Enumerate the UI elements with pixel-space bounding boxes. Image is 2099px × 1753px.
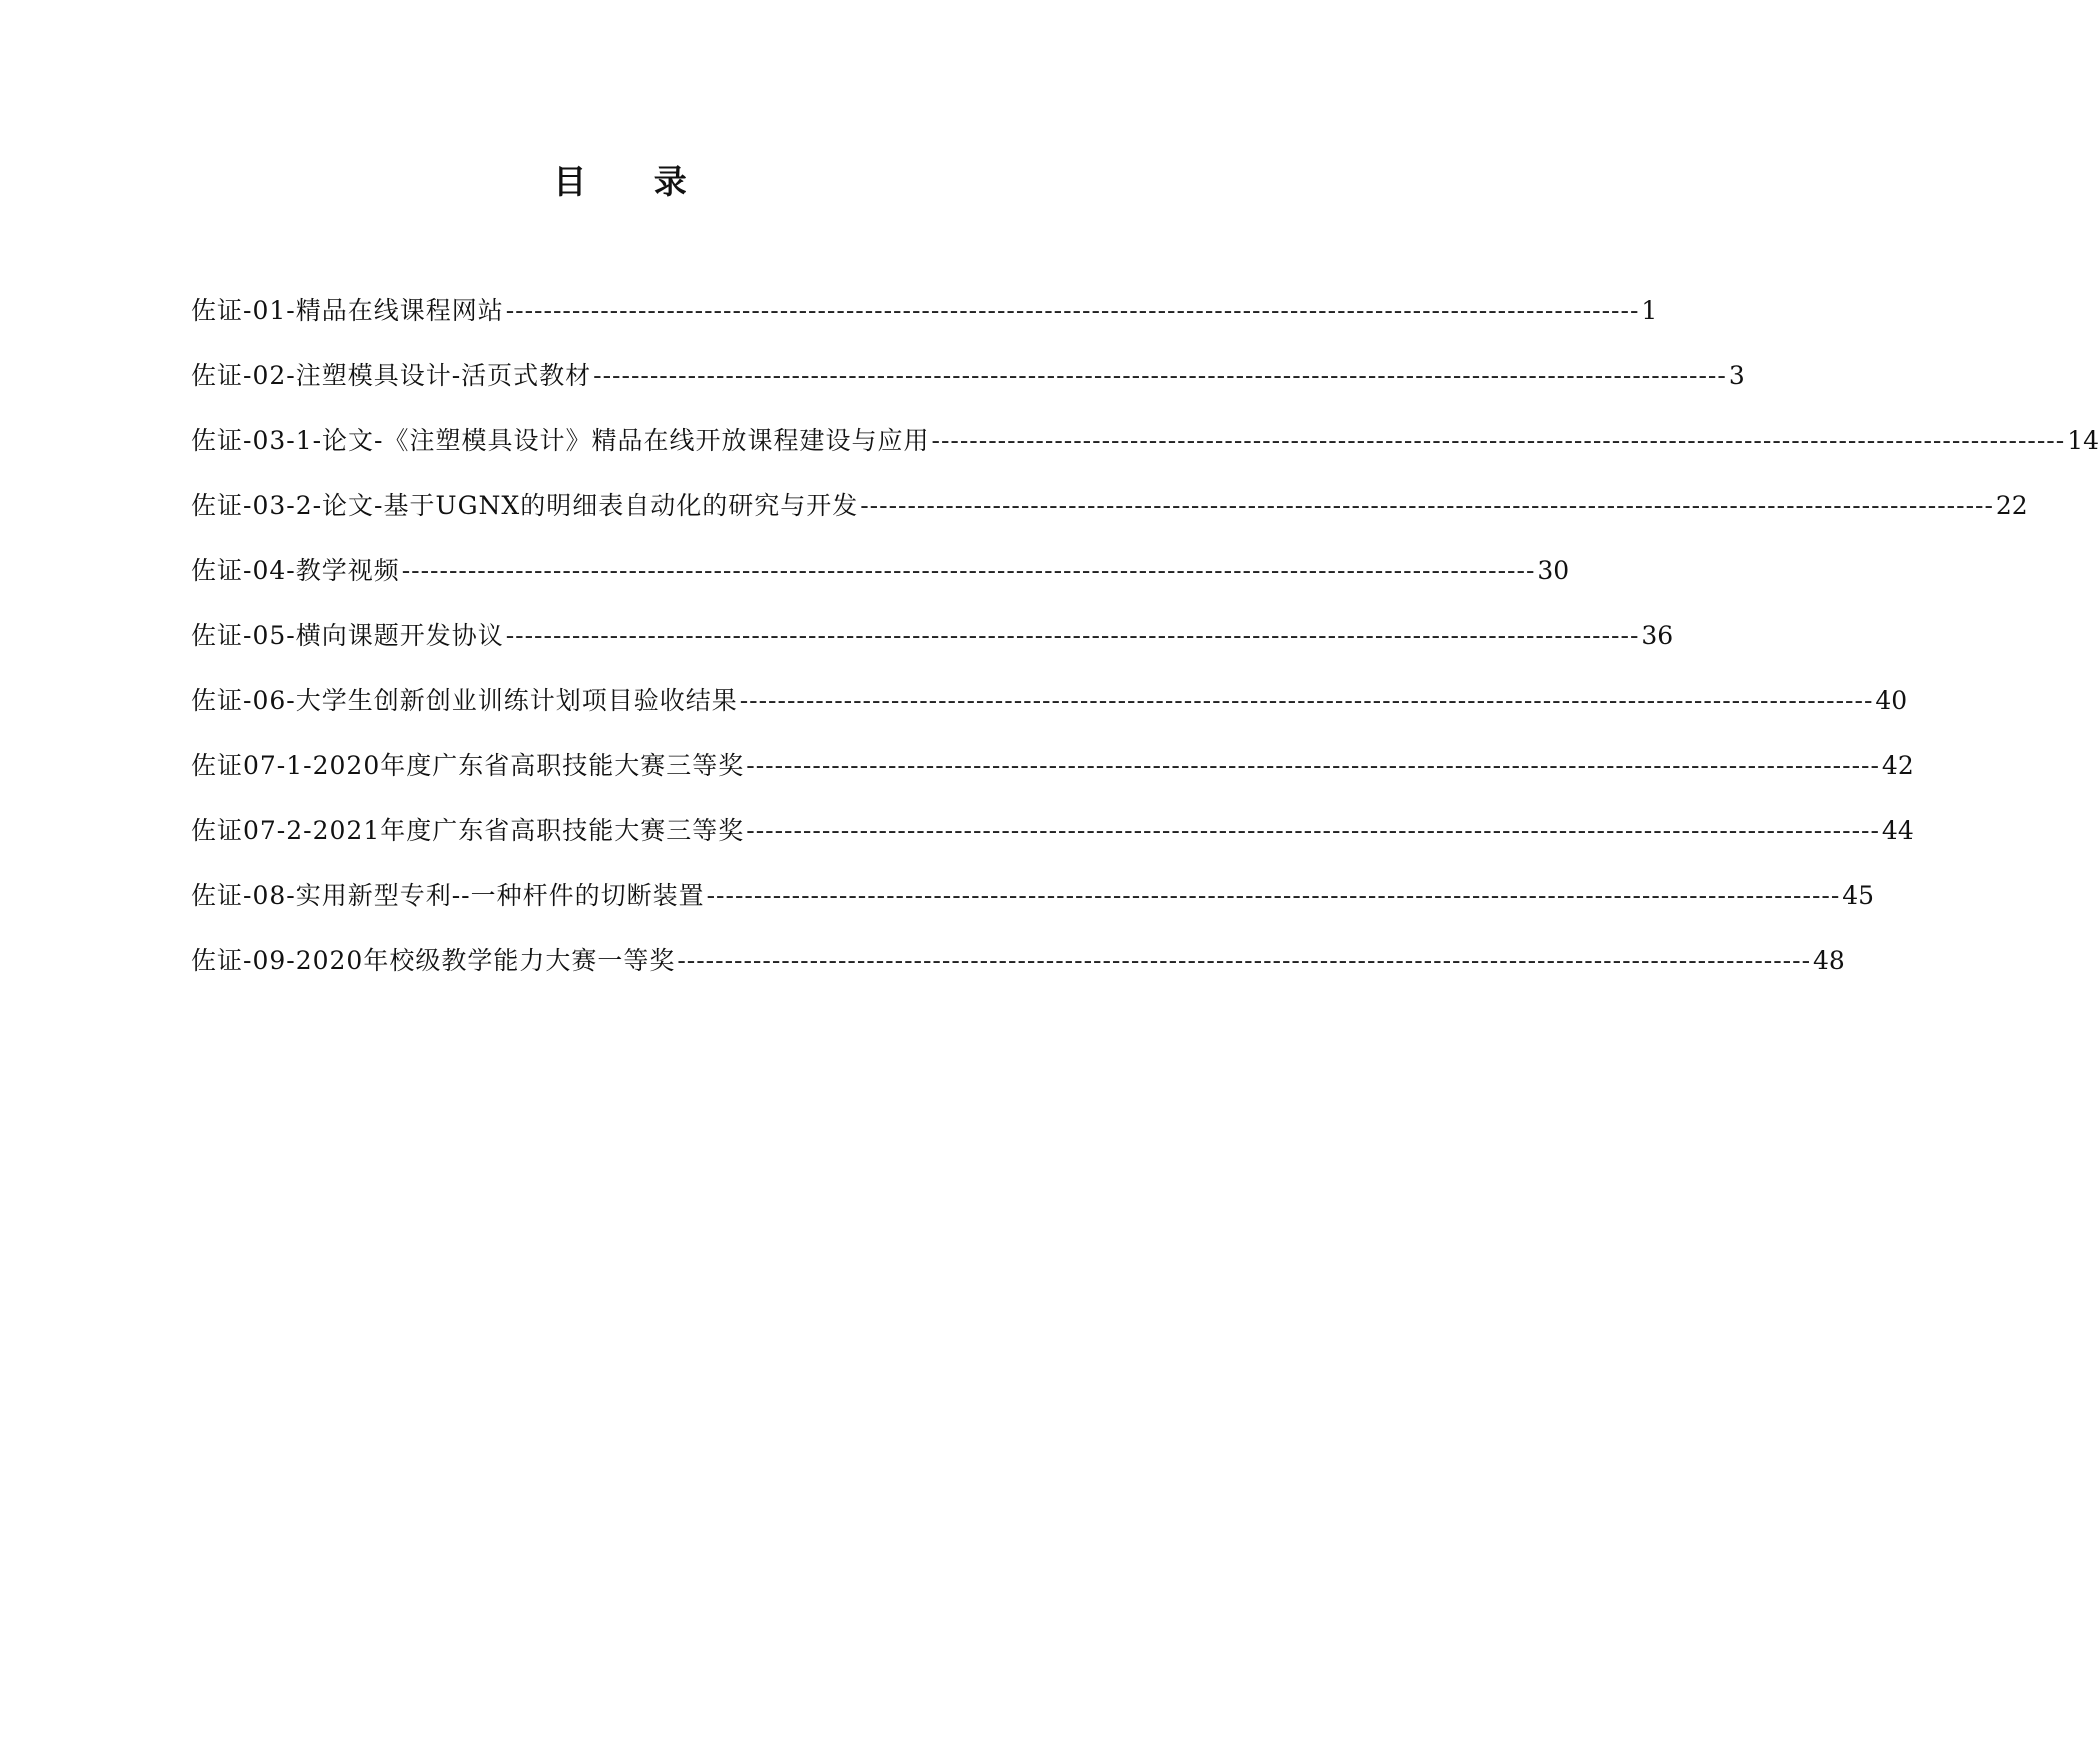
toc-entry[interactable] xyxy=(191,681,1908,746)
page-title: 目 录 xyxy=(553,162,715,201)
toc-entry-label: 佐证07-2-2021年度广东省高职技能大赛三等奖 xyxy=(191,816,745,845)
toc-entry-label: 佐证-05-横向课题开发协议 xyxy=(191,621,504,650)
toc-entry[interactable] xyxy=(191,876,1875,941)
toc-entry[interactable] xyxy=(191,486,2028,551)
toc-entry[interactable] xyxy=(191,616,1674,681)
toc-entry-page: 44 xyxy=(1881,816,1914,845)
toc-dot-leader: ------------------------------------------------------------------------------------------------------------------------ xyxy=(746,751,1880,780)
toc-entry[interactable] xyxy=(191,941,1845,1006)
toc-entry-label: 佐证-09-2020年校级教学能力大赛一等奖 xyxy=(191,946,676,975)
toc-entry-label: 佐证-08-实用新型专利--一种杆件的切断装置 xyxy=(191,881,705,910)
toc-dot-leader: ------------------------------------------------------------------------------------------------------------------------ xyxy=(860,491,1994,520)
toc-entry-page: 36 xyxy=(1641,621,1674,650)
toc-entry[interactable] xyxy=(191,356,1745,421)
toc-dot-leader: ------------------------------------------------------------------------------------------------------------------------ xyxy=(746,816,1880,845)
toc-entry-label: 佐证-03-1-论文-《注塑模具设计》精品在线开放课程建设与应用 xyxy=(191,426,930,455)
toc-dot-leader: ------------------------------------------------------------------------------------------------------------------------ xyxy=(505,621,1640,650)
toc-entry-page: 14 xyxy=(2067,426,2099,455)
toc-entry[interactable] xyxy=(191,421,2099,486)
toc-entry-label: 佐证-06-大学生创新创业训练计划项目验收结果 xyxy=(191,686,738,715)
toc-dot-leader: ------------------------------------------------------------------------------------------------------------------------ xyxy=(401,556,1536,585)
toc-dot-leader: ------------------------------------------------------------------------------------------------------------------------ xyxy=(739,686,1874,715)
toc-entry-label: 佐证-02-注塑模具设计-活页式教材 xyxy=(191,361,592,390)
toc-entry[interactable] xyxy=(191,811,1914,876)
toc-entry[interactable] xyxy=(191,291,1658,356)
toc-dot-leader: ------------------------------------------------------------------------------------------------------------------------ xyxy=(706,881,1841,910)
toc-dot-leader: ------------------------------------------------------------------------------------------------------------------------ xyxy=(505,296,1640,325)
toc-entry[interactable] xyxy=(191,551,1570,616)
toc-entry-label: 佐证-03-2-论文-基于UGNX的明细表自动化的研究与开发 xyxy=(191,491,859,520)
toc-entry-label: 佐证-04-教学视频 xyxy=(191,556,400,585)
toc-entry-label: 佐证-01-精品在线课程网站 xyxy=(191,296,504,325)
toc-entry-page: 48 xyxy=(1813,946,1845,975)
toc-entry-page: 45 xyxy=(1842,881,1875,910)
toc-entry-page: 1 xyxy=(1641,296,1658,325)
toc-dot-leader: ------------------------------------------------------------------------------------------------------------------------ xyxy=(677,946,1812,975)
toc-dot-leader: ------------------------------------------------------------------------------------------------------------------------ xyxy=(593,361,1727,390)
toc-entry-page: 22 xyxy=(1995,491,2028,520)
toc-entry-label: 佐证07-1-2020年度广东省高职技能大赛三等奖 xyxy=(191,751,745,780)
toc-entry[interactable] xyxy=(191,746,1914,811)
toc-entry-page: 40 xyxy=(1875,686,1908,715)
toc-entry-page: 30 xyxy=(1537,556,1570,585)
toc-entry-page: 42 xyxy=(1881,751,1914,780)
table-of-contents xyxy=(191,291,2099,1006)
toc-dot-leader: ------------------------------------------------------------------------------------------------------------------------ xyxy=(931,426,2066,455)
toc-entry-page: 3 xyxy=(1728,361,1745,390)
